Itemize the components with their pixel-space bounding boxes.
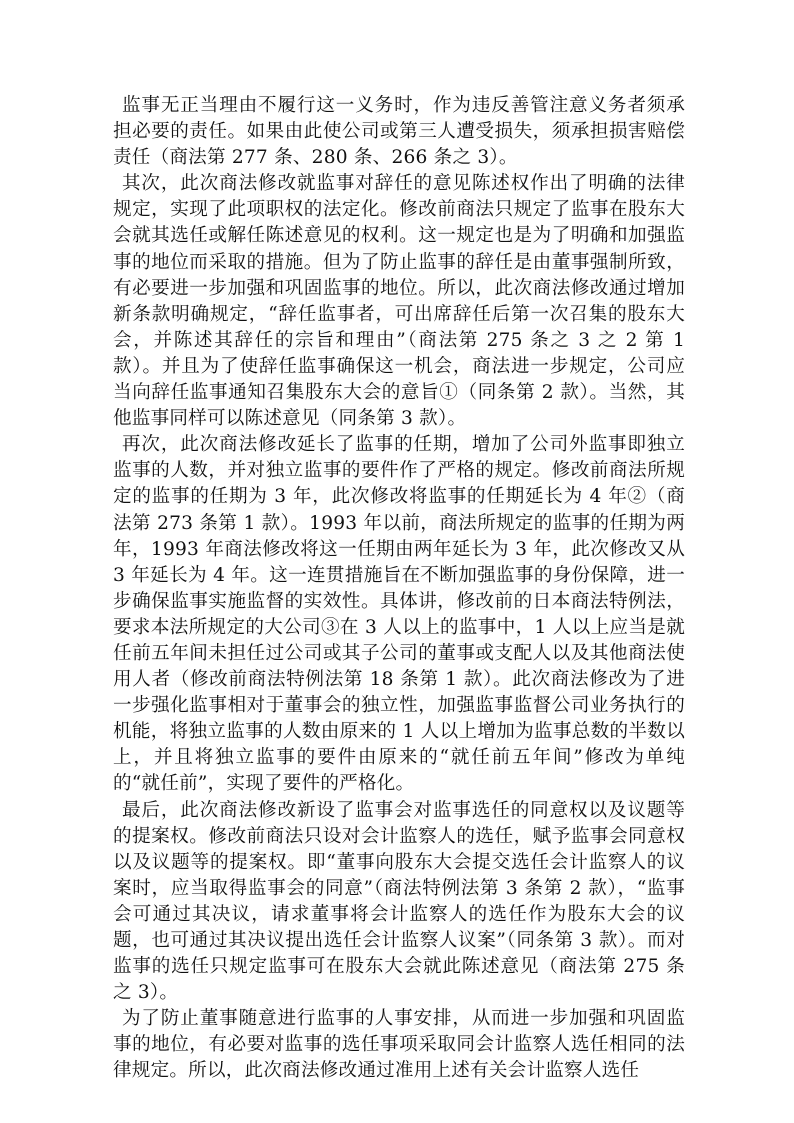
paragraph-3: 再次，此次商法修改延长了监事的任期，增加了公司外监事即独立监事的人数，并对独立监事的要件作了严格的规定。修改前商法所规定的监事的任期为 3 年，此次修改将监事的任期延长为 4 年②（商法第 273 条第 1 款）。1993 年以前，商法所规定的监事的任期为两年，1993 年商法修改将这一任期由两年延长为 3 年，此次修改又从 3 年延长为 4 年。这一连贯措施旨在不断加强监事的身份保障，进一步确保监事实施监督的实效性。具体讲，修改前的日本商法特例法，要求本法所规定的大公司③在 3 人以上的监事中，1 人以上应当是就任前五年间未担任过公司或其子公司的董事或支配人以及其他商法使用人者（修改前商法特例法第 18 条第 1 款）。此次商法修改为了进一步强化监事相对于董事会的独立性，加强监事监督公司业务执行的机能，将独立监事的人数由原来的 1 人以上增加为监事总数的半数以上，并且将独立监事的要件由原来的“就任前五年间”修改为单纯的“就任前”，实现了要件的严格化。 [113, 434, 685, 795]
paragraph-4: 最后，此次商法修改新设了监事会对监事选任的同意权以及议题等的提案权。修改前商法只设对会计监察人的选任，赋予监事会同意权以及议题等的提案权。即“董事向股东大会提交选任会计监察人的议案时，应当取得监事会的同意”（商法特例法第 3 条第 2 款），“监事会可通过其决议，请求董事将会计监察人的选任作为股东大会的议题，也可通过其决议提出选任会计监察人议案”（同条第 3 款）。而对监事的选任只规定监事可在股东大会就此陈述意见（商法第 275 条之 3）。 [113, 799, 685, 1004]
paragraph-2: 其次，此次商法修改就监事对辞任的意见陈述权作出了明确的法律规定，实现了此项职权的法定化。修改前商法只规定了监事在股东大会就其选任或解任陈述意见的权利。这一规定也是为了明确和加强监事的地位而采取的措施。但为了防止监事的辞任是由董事强制所致，有必要进一步加强和巩固监事的地位。所以，此次商法修改通过增加新条款明确规定，“辞任监事者，可出席辞任后第一次召集的股东大会，并陈述其辞任的宗旨和理由”（商法第 275 条之 3 之 2 第 1 款）。并且为了使辞任监事确保这一机会，商法进一步规定，公司应当向辞任监事通知召集股东大会的意旨①（同条第 2 款）。当然，其他监事同样可以陈述意见（同条第 3 款）。 [113, 173, 685, 430]
paragraph-1: 监事无正当理由不履行这一义务时，作为违反善管注意义务者须承担必要的责任。如果由此使公司或第三人遭受损失，须承担损害赔偿责任（商法第 277 条、280 条、266 条之 3）。 [113, 95, 685, 169]
paragraph-5: 为了防止董事随意进行监事的人事安排，从而进一步加强和巩固监事的地位，有必要对监事的选任事项采取同会计监察人选任相同的法律规定。所以，此次商法修改通过准用上述有关会计监察人选任 [113, 1008, 685, 1082]
body-text [113, 93, 685, 1085]
